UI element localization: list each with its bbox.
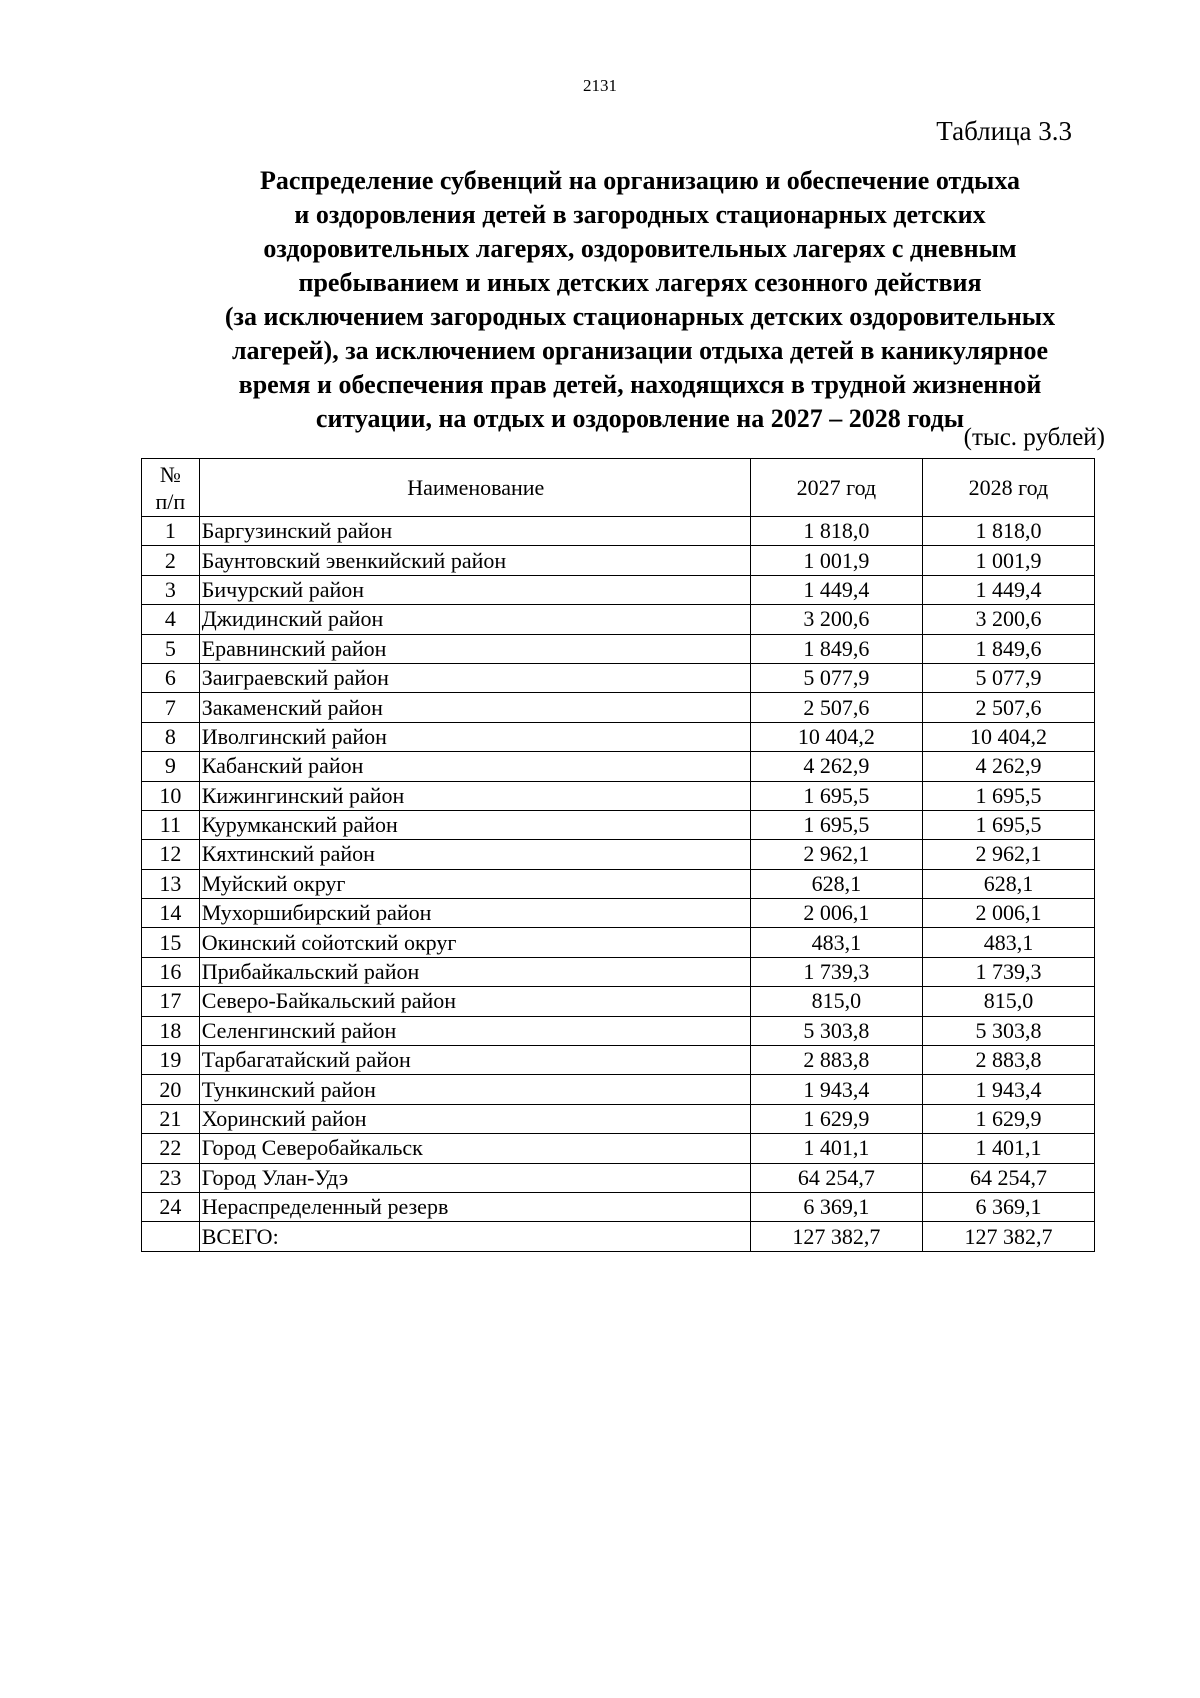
document-title	[170, 164, 1110, 436]
row-value-2028: 5 077,9	[922, 663, 1094, 692]
table-label: Таблица 3.3	[936, 116, 1072, 146]
table-row	[142, 517, 1095, 546]
table-row	[142, 605, 1095, 634]
units-label: (тыс. рублей)	[963, 424, 1105, 451]
row-value-2027: 2 006,1	[750, 899, 922, 928]
row-name: Город Северобайкальск	[199, 1134, 750, 1163]
title-line: лагерей), за исключением организации отдыха детей в каникулярное	[231, 336, 1049, 365]
total-row	[142, 1222, 1095, 1251]
row-number: 15	[142, 928, 200, 957]
row-value-2027: 1 401,1	[750, 1134, 922, 1163]
row-number: 5	[142, 634, 200, 663]
title-line: ситуации, на отдых и оздоровление на 2027 – 2028 годы	[315, 404, 965, 433]
row-number: 11	[142, 810, 200, 839]
row-value-2028: 1 449,4	[922, 575, 1094, 604]
row-value-2028: 2 507,6	[922, 693, 1094, 722]
row-name: Прибайкальский район	[199, 957, 750, 986]
subsidy-table	[141, 458, 1095, 1252]
row-value-2027: 1 629,9	[750, 1104, 922, 1133]
row-name: Окинский сойотский округ	[199, 928, 750, 957]
row-name: Заиграевский район	[199, 663, 750, 692]
row-name: Тункинский район	[199, 1075, 750, 1104]
total-value-2028: 127 382,7	[922, 1222, 1094, 1251]
row-name: Иволгинский район	[199, 722, 750, 751]
header-name: Наименование	[199, 459, 750, 517]
header-year-2028: 2028 год	[922, 459, 1094, 517]
row-number: 24	[142, 1192, 200, 1221]
row-value-2027: 6 369,1	[750, 1192, 922, 1221]
row-number: 9	[142, 752, 200, 781]
row-name: Кяхтинский район	[199, 840, 750, 869]
row-number: 10	[142, 781, 200, 810]
title-line: (за исключением загородных стационарных детских оздоровительных	[224, 302, 1056, 331]
row-name: Тарбагатайский район	[199, 1046, 750, 1075]
table-body	[142, 517, 1095, 1252]
table-row	[142, 928, 1095, 957]
total-label: ВСЕГО:	[199, 1222, 750, 1251]
row-number: 23	[142, 1163, 200, 1192]
row-name: Северо-Байкальский район	[199, 987, 750, 1016]
row-name: Баунтовский эвенкийский район	[199, 546, 750, 575]
table-row	[142, 869, 1095, 898]
row-name: Город Улан-Удэ	[199, 1163, 750, 1192]
row-value-2027: 10 404,2	[750, 722, 922, 751]
row-name: Баргузинский район	[199, 517, 750, 546]
table-row	[142, 810, 1095, 839]
row-value-2027: 628,1	[750, 869, 922, 898]
row-value-2027: 1 818,0	[750, 517, 922, 546]
table-row	[142, 693, 1095, 722]
total-value-2027: 127 382,7	[750, 1222, 922, 1251]
table-row	[142, 1046, 1095, 1075]
row-value-2027: 2 507,6	[750, 693, 922, 722]
row-value-2027: 1 449,4	[750, 575, 922, 604]
row-name: Кабанский район	[199, 752, 750, 781]
table-row	[142, 546, 1095, 575]
row-value-2028: 2 883,8	[922, 1046, 1094, 1075]
table-row	[142, 840, 1095, 869]
row-value-2028: 1 739,3	[922, 957, 1094, 986]
row-number: 4	[142, 605, 200, 634]
header-number	[142, 459, 200, 517]
row-name: Еравнинский район	[199, 634, 750, 663]
row-value-2027: 3 200,6	[750, 605, 922, 634]
table-row	[142, 899, 1095, 928]
row-value-2028: 4 262,9	[922, 752, 1094, 781]
row-name: Закаменский район	[199, 693, 750, 722]
row-number: 20	[142, 1075, 200, 1104]
table-row	[142, 1075, 1095, 1104]
row-number: 6	[142, 663, 200, 692]
row-number: 18	[142, 1016, 200, 1045]
header-year-2027: 2027 год	[750, 459, 922, 517]
row-value-2027: 1 849,6	[750, 634, 922, 663]
row-value-2027: 1 943,4	[750, 1075, 922, 1104]
row-number: 1	[142, 517, 200, 546]
title-line: время и обеспечения прав детей, находящихся в трудной жизненной	[238, 370, 1042, 399]
row-value-2028: 1 943,4	[922, 1075, 1094, 1104]
row-number: 3	[142, 575, 200, 604]
row-value-2028: 3 200,6	[922, 605, 1094, 634]
total-number	[142, 1222, 200, 1251]
table-row	[142, 663, 1095, 692]
row-value-2028: 815,0	[922, 987, 1094, 1016]
row-name: Кижингинский район	[199, 781, 750, 810]
row-value-2027: 2 962,1	[750, 840, 922, 869]
row-value-2028: 1 849,6	[922, 634, 1094, 663]
table-row	[142, 575, 1095, 604]
table-row	[142, 781, 1095, 810]
row-value-2028: 483,1	[922, 928, 1094, 957]
table-row	[142, 1016, 1095, 1045]
row-number: 7	[142, 693, 200, 722]
row-name: Хоринский район	[199, 1104, 750, 1133]
row-name: Муйский округ	[199, 869, 750, 898]
row-value-2027: 1 739,3	[750, 957, 922, 986]
row-number: 19	[142, 1046, 200, 1075]
row-value-2027: 1 695,5	[750, 810, 922, 839]
row-value-2028: 628,1	[922, 869, 1094, 898]
row-name: Мухоршибирский район	[199, 899, 750, 928]
header-row	[142, 459, 1095, 517]
table-row	[142, 1104, 1095, 1133]
table-row	[142, 1192, 1095, 1221]
row-number: 17	[142, 987, 200, 1016]
row-name: Селенгинский район	[199, 1016, 750, 1045]
table-row	[142, 987, 1095, 1016]
row-number: 21	[142, 1104, 200, 1133]
row-value-2028: 10 404,2	[922, 722, 1094, 751]
row-value-2028: 6 369,1	[922, 1192, 1094, 1221]
table-row	[142, 722, 1095, 751]
row-value-2028: 64 254,7	[922, 1163, 1094, 1192]
table-row	[142, 634, 1095, 663]
row-value-2027: 4 262,9	[750, 752, 922, 781]
table-header	[142, 459, 1095, 517]
row-number: 16	[142, 957, 200, 986]
table-row	[142, 1163, 1095, 1192]
row-value-2028: 1 695,5	[922, 781, 1094, 810]
title-line: и оздоровления детей в загородных стационарных детских	[294, 200, 986, 229]
row-number: 2	[142, 546, 200, 575]
row-number: 13	[142, 869, 200, 898]
row-value-2028: 1 629,9	[922, 1104, 1094, 1133]
row-number: 14	[142, 899, 200, 928]
row-number: 12	[142, 840, 200, 869]
row-value-2028: 1 818,0	[922, 517, 1094, 546]
table-row	[142, 752, 1095, 781]
header-number-symbol: №	[159, 461, 181, 487]
row-value-2027: 2 883,8	[750, 1046, 922, 1075]
row-value-2028: 2 006,1	[922, 899, 1094, 928]
row-value-2028: 1 695,5	[922, 810, 1094, 839]
row-number: 8	[142, 722, 200, 751]
row-value-2027: 5 077,9	[750, 663, 922, 692]
row-value-2028: 1 001,9	[922, 546, 1094, 575]
table-row	[142, 957, 1095, 986]
row-value-2027: 483,1	[750, 928, 922, 957]
row-name: Нераспределенный резерв	[199, 1192, 750, 1221]
row-value-2027: 815,0	[750, 987, 922, 1016]
row-value-2027: 1 001,9	[750, 546, 922, 575]
row-name: Бичурский район	[199, 575, 750, 604]
page-number: 2131	[583, 76, 617, 95]
row-number: 22	[142, 1134, 200, 1163]
row-name: Курумканский район	[199, 810, 750, 839]
row-value-2027: 5 303,8	[750, 1016, 922, 1045]
table-row	[142, 1134, 1095, 1163]
title-line: оздоровительных лагерях, оздоровительных лагерях с дневным	[263, 234, 1017, 263]
header-number-abbr: п/п	[155, 488, 186, 514]
title-line: Распределение субвенций на организацию и обеспечение отдыха	[259, 166, 1021, 195]
title-line: пребыванием и иных детских лагерях сезонного действия	[298, 268, 982, 297]
row-value-2028: 2 962,1	[922, 840, 1094, 869]
row-name: Джидинский район	[199, 605, 750, 634]
row-value-2028: 1 401,1	[922, 1134, 1094, 1163]
row-value-2027: 64 254,7	[750, 1163, 922, 1192]
row-value-2028: 5 303,8	[922, 1016, 1094, 1045]
row-value-2027: 1 695,5	[750, 781, 922, 810]
